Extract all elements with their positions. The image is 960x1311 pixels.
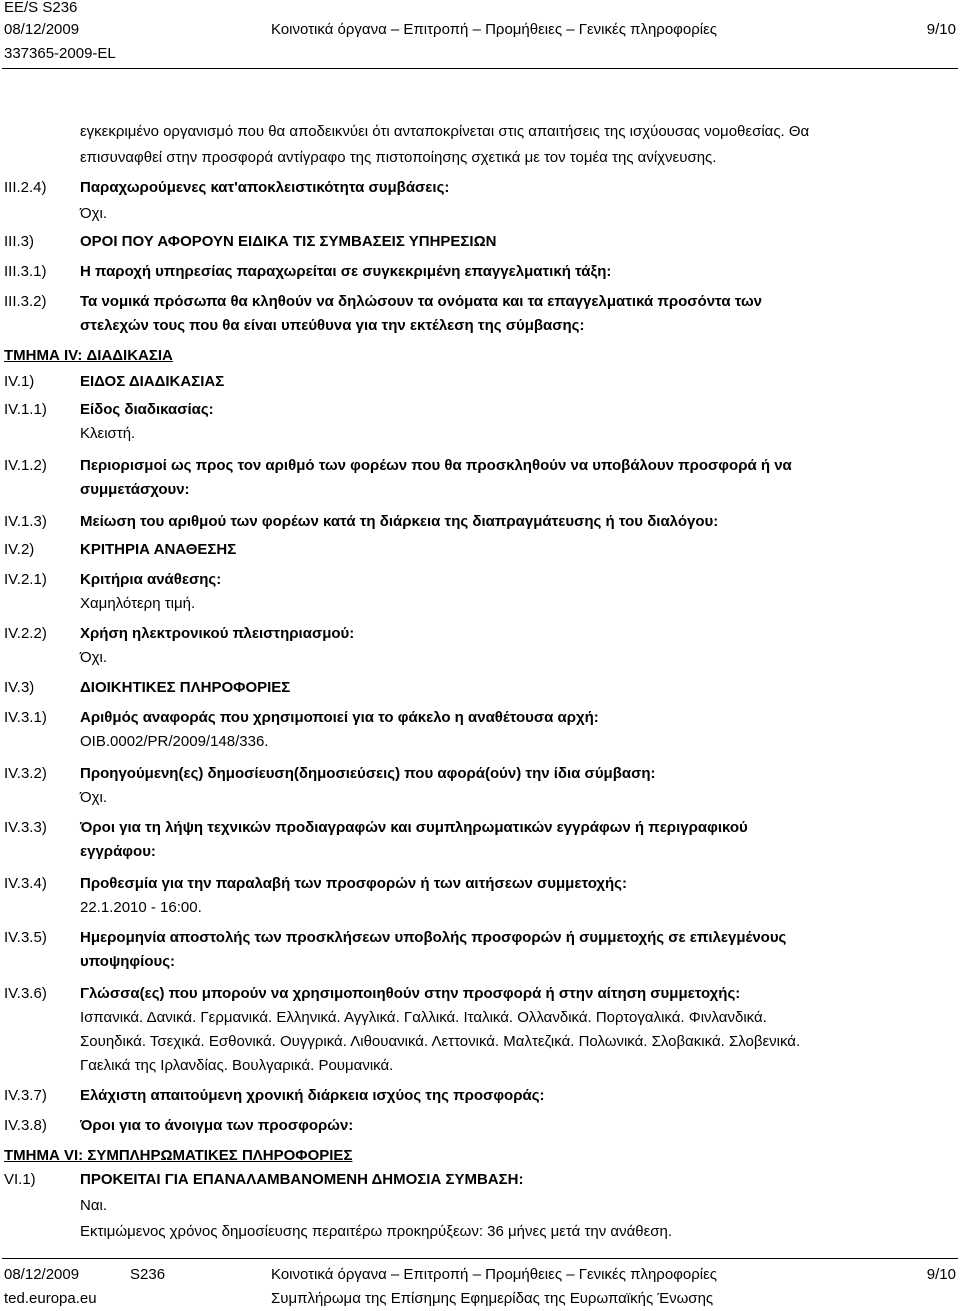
section-heading: ΤΜΗΜΑ VI: ΣΥΜΠΛΗΡΩΜΑΤΙΚΕΣ ΠΛΗΡΟΦΟΡΙΕΣ (4, 1147, 353, 1164)
footer-title: Κοινοτικά όργανα – Επιτροπή – Προμήθειες – Γενικές πληροφορίες (271, 1266, 718, 1283)
section-number: IV.1.1) (4, 401, 47, 418)
section-value: Γαελικά της Ιρλανδίας. Βουλγαρικά. Ρουμανικά. (80, 1057, 394, 1074)
section-number: IV.3.1) (4, 709, 47, 726)
section-number: IV.3.5) (4, 929, 47, 946)
section-label: Είδος διαδικασίας: (80, 401, 214, 418)
section-number: IV.3.6) (4, 985, 47, 1002)
section-number: III.3.1) (4, 263, 47, 280)
section-value: Κλειστή. (80, 425, 136, 442)
section-heading: ΤΜΗΜΑ IV: ΔΙΑΔΙΚΑΣΙΑ (4, 347, 173, 364)
section-number: IV.3.4) (4, 875, 47, 892)
section-number: IV.3.2) (4, 765, 47, 782)
section-label: Η παροχή υπηρεσίας παραχωρείται σε συγκεκριμένη επαγγελματική τάξη: (80, 263, 612, 280)
header-rule (2, 68, 958, 69)
section-label: Προηγούμενη(ες) δημοσίευση(δημοσιεύσεις) που αφορά(ούν) την ίδια σύμβαση: (80, 765, 656, 782)
section-number: IV.1) (4, 373, 35, 390)
section-label: Όροι για τη λήψη τεχνικών προδιαγραφών και συμπληρωματικών εγγράφων ή περιγραφικού (80, 819, 748, 836)
section-label: στελεχών τους που θα είναι υπεύθυνα για την εκτέλεση της σύμβασης: (80, 317, 585, 334)
section-label: ΟΡΟΙ ΠΟΥ ΑΦΟΡΟΥΝ ΕΙΔΙΚΑ ΤΙΣ ΣΥΜΒΑΣΕΙΣ ΥΠΗΡΕΣΙΩΝ (80, 233, 497, 250)
section-label: Παραχωρούμενες κατ'αποκλειστικότητα συμβάσεις: (80, 179, 450, 196)
section-value: Όχι. (80, 205, 107, 222)
section-label: Γλώσσα(ες) που μπορούν να χρησιμοποιηθούν στην προσφορά ή στην αίτηση συμμετοχής: (80, 985, 741, 1002)
section-label: συμμετάσχουν: (80, 481, 190, 498)
section-label: ΔΙΟΙΚΗΤΙΚΕΣ ΠΛΗΡΟΦΟΡΙΕΣ (80, 679, 291, 696)
section-label: υποψηφίους: (80, 953, 176, 970)
header-title: Κοινοτικά όργανα – Επιτροπή – Προμήθειες – Γενικές πληροφορίες (271, 21, 718, 38)
section-number: IV.3.3) (4, 819, 47, 836)
section-number: VI.1) (4, 1171, 36, 1188)
section-value: 22.1.2010 - 16:00. (80, 899, 202, 916)
section-label: Ημερομηνία αποστολής των προσκλήσεων υποβολής προσφορών ή συμμετοχής σε επιλεγμένους (80, 929, 787, 946)
section-label: ΕΙΔΟΣ ΔΙΑΔΙΚΑΣΙΑΣ (80, 373, 225, 390)
section-number: III.2.4) (4, 179, 47, 196)
section-value: Ναι. (80, 1197, 108, 1214)
paragraph-line: επισυναφθεί στην προσφορά αντίγραφο της πιστοποίησης σχετικά με τον τομέα της ανίχνευσης. (80, 149, 717, 166)
header-ref: 337365-2009-EL (4, 45, 116, 62)
section-number: III.3) (4, 233, 35, 250)
section-number: IV.1.2) (4, 457, 47, 474)
section-number: IV.2.1) (4, 571, 47, 588)
section-value: Όχι. (80, 789, 107, 806)
footer-code: S236 (130, 1266, 166, 1283)
section-label: Χρήση ηλεκτρονικού πλειστηριασμού: (80, 625, 355, 642)
paragraph-line: εγκεκριμένο οργανισμό που θα αποδεικνύει ότι ανταποκρίνεται στις απαιτήσεις της ισχύουσας νομοθεσίας. Θα (80, 123, 810, 140)
section-note: Εκτιμώμενος χρόνος δημοσίευσης περαιτέρω προκηρύξεων: 36 μήνες μετά την ανάθεση. (80, 1223, 673, 1240)
section-label: Περιορισμοί ως προς τον αριθμό των φορέων που θα προσκληθούν να υποβάλουν προσφορά ή να (80, 457, 792, 474)
section-label: Αριθμός αναφοράς που χρησιμοποιεί για το φάκελο η αναθέτουσα αρχή: (80, 709, 599, 726)
footer-site-link[interactable]: ted.europa.eu (4, 1290, 97, 1307)
section-label: Όροι για το άνοιγμα των προσφορών: (80, 1117, 354, 1134)
section-value: OIB.0002/PR/2009/148/336. (80, 733, 269, 750)
section-label: Τα νομικά πρόσωπα θα κληθούν να δηλώσουν τα ονόματα και τα επαγγελματικά προσόντα των (80, 293, 763, 310)
section-label: Ελάχιστη απαιτούμενη χρονική διάρκεια ισχύος της προσφοράς: (80, 1087, 545, 1104)
header-date: 08/12/2009 (4, 21, 80, 38)
section-label: ΠΡΟΚΕΙΤΑΙ ΓΙΑ ΕΠΑΝΑΛΑΜΒΑΝΟΜΕΝΗ ΔΗΜΟΣΙΑ ΣΥΜΒΑΣΗ: (80, 1171, 524, 1188)
section-label: Κριτήρια ανάθεσης: (80, 571, 222, 588)
section-value: Όχι. (80, 649, 107, 666)
section-number: III.3.2) (4, 293, 47, 310)
section-number: IV.1.3) (4, 513, 47, 530)
footer-rule (2, 1258, 958, 1259)
section-number: IV.2) (4, 541, 35, 558)
section-label: εγγράφου: (80, 843, 156, 860)
footer-date: 08/12/2009 (4, 1266, 80, 1283)
section-value: Ισπανικά. Δανικά. Γερμανικά. Ελληνικά. Αγγλικά. Γαλλικά. Ιταλικά. Ολλανδικά. Πορτογαλικά. Φινλανδικά. (80, 1009, 767, 1026)
section-number: IV.3.7) (4, 1087, 47, 1104)
section-label: Μείωση του αριθμού των φορέων κατά τη διάρκεια της διαπραγμάτευσης ή του διαλόγου: (80, 513, 719, 530)
footer-page-number: 9/10 (926, 1266, 956, 1283)
doc-code: EE/S S236 (4, 0, 78, 16)
section-number: IV.2.2) (4, 625, 47, 642)
section-value: Σουηδικά. Τσεχικά. Εσθονικά. Ουγγρικά. Λιθουανικά. Λεττονικά. Μαλτεζικά. Πολωνικά. Σλοβακικά. Σλοβενικά. (80, 1033, 801, 1050)
section-label: ΚΡΙΤΗΡΙΑ ΑΝΑΘΕΣΗΣ (80, 541, 237, 558)
section-number: IV.3) (4, 679, 35, 696)
section-value: Χαμηλότερη τιμή. (80, 595, 196, 612)
footer-supplement: Συμπλήρωμα της Επίσημης Εφημερίδας της Ευρωπαϊκής Ένωσης (271, 1290, 714, 1307)
header-page-number: 9/10 (926, 21, 956, 38)
section-label: Προθεσμία για την παραλαβή των προσφορών ή των αιτήσεων συμμετοχής: (80, 875, 627, 892)
section-number: IV.3.8) (4, 1117, 47, 1134)
